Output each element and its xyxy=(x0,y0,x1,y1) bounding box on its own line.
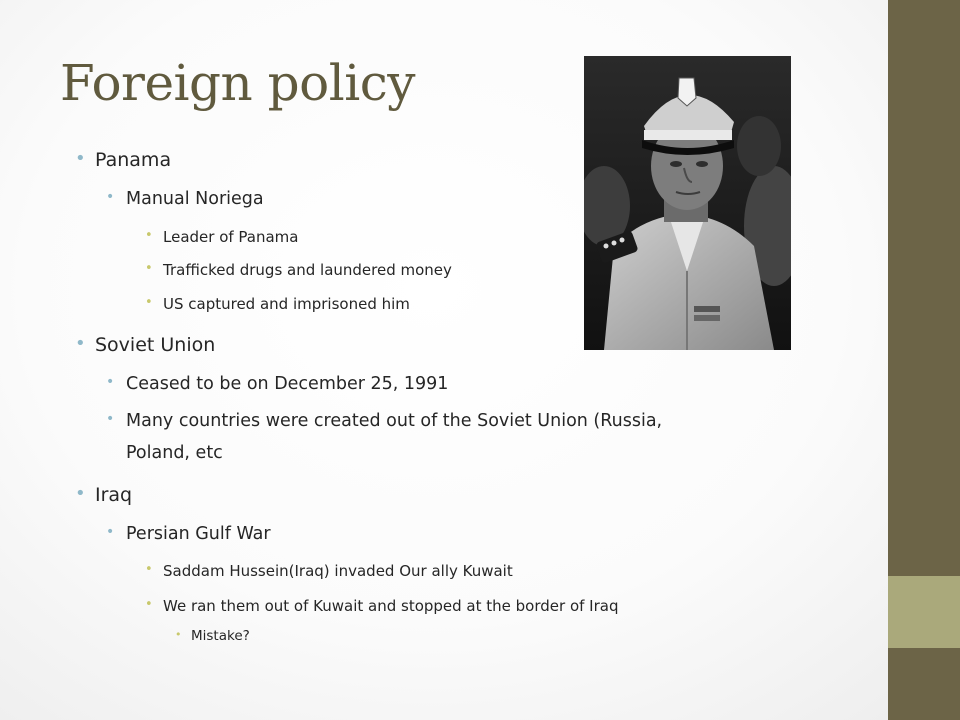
bullet-soviet-union: • Soviet Union xyxy=(95,334,215,356)
bullet-many-countries: • Many countries were created out of the Soviet Union (Russia, xyxy=(126,411,662,431)
bullet-persian-gulf-war: • Persian Gulf War xyxy=(126,524,271,544)
bullet-mistake: • Mistake? xyxy=(191,628,250,644)
slide-title: Foreign policy xyxy=(60,54,415,112)
bullet-trafficked-drugs: • Trafficked drugs and laundered money xyxy=(163,261,452,279)
bullet-many-countries-continued: Poland, etc xyxy=(126,443,223,463)
bullet-leader-of-panama: • Leader of Panama xyxy=(163,228,299,246)
bullet-us-captured: • US captured and imprisoned him xyxy=(163,295,410,313)
bullet-ran-them-out: • We ran them out of Kuwait and stopped at the border of Iraq xyxy=(163,597,618,615)
bullet-iraq: • Iraq xyxy=(95,484,132,506)
accent-bar-middle xyxy=(888,576,960,648)
bullet-saddam-hussein: • Saddam Hussein(Iraq) invaded Our ally Kuwait xyxy=(163,562,513,580)
accent-bar-bottom xyxy=(888,648,960,720)
bullet-panama: • Panama xyxy=(95,149,171,171)
bullet-manual-noriega: • Manual Noriega xyxy=(126,189,264,209)
accent-bar-top xyxy=(888,0,960,576)
bullet-ceased: • Ceased to be on December 25, 1991 xyxy=(126,374,448,394)
